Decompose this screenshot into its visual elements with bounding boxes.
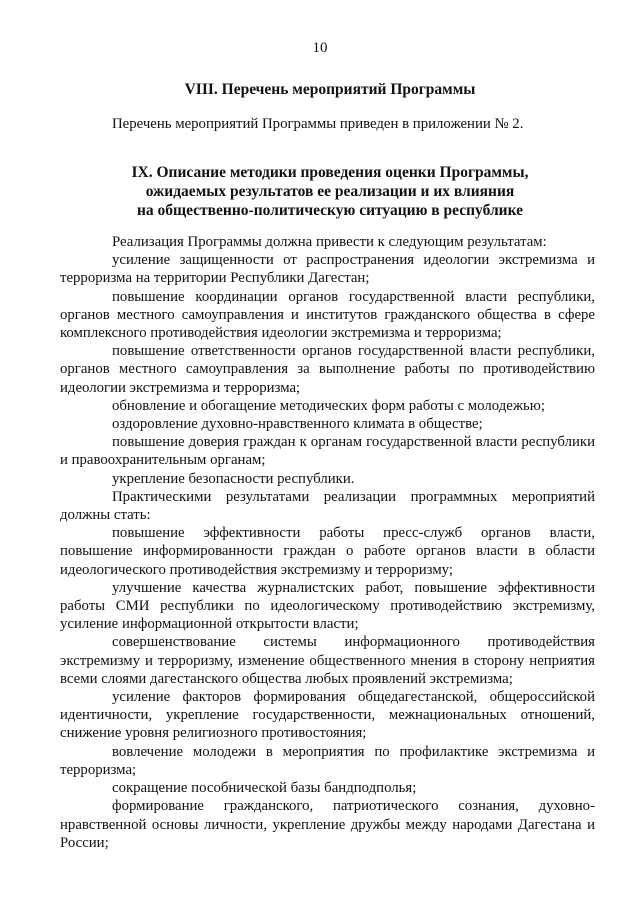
paragraph: сокращение пособнической базы бандподполья; [112,780,417,797]
paragraph: Реализация Программы должна привести к следующим результатам: [112,234,547,250]
paragraph: усиление защищенности от распространения идеологии экстремизма и терроризма на территории Республики Дагестан; [60,252,595,287]
paragraph: оздоровление духовно-нравственного климата в обществе; [112,416,483,433]
paragraph: Практическими результатами реализации программных мероприятий должны стать: [60,488,595,524]
section-8-title: VIII. Перечень мероприятий Программы [184,81,476,98]
section-9-body [60,233,595,852]
paragraph: повышение ответственности органов государственной власти республики, органов местного самоуправления за выполнение работы по противодействию идеологии экстремизма и терроризма; [60,343,595,396]
paragraph: усиление факторов формирования общедагестанской, общероссийской идентичности, укрепление государственности, межнациональных отношений, снижение уровня религиозного противостояния; [60,689,595,742]
paragraph: улучшение качества журналистских работ, повышение эффективности работы СМИ республики по идеологическому противодействию экстремизму, усиление информационной открытости власти; [60,579,595,633]
paragraph: формирование гражданского, патриотического сознания, духовно-нравственной основы личности, укрепление дружбы между народами Дагестана и России; [60,798,595,851]
paragraph: совершенствование системы информационного противодействия экстремизму и терроризму, изменение общественного мнения в сторону неприятия всеми слоями дагестанского общества любых проявлений экстремизма; [60,634,595,687]
section-9-title-line: на общественно-политическую ситуацию в республике [136,202,524,219]
page-number: 10 [312,40,328,56]
paragraph: вовлечение молодежи в мероприятия по профилактике экстремизма и терроризма; [60,743,595,778]
section-9-title-line: ожидаемых результатов ее реализации и их влияния [145,183,515,200]
paragraph: повышение эффективности работы пресс-служб органов власти, повышение информированности граждан о работе органов власти в области идеологического противодействия экстремизму и терроризму; [60,525,595,578]
paragraph: повышение доверия граждан к органам государственной власти республики и правоохранительным органам; [60,434,595,469]
section-8-text [60,115,595,133]
paragraph: повышение координации органов государственной власти республики, органов местного самоуправления и институтов гражданского общества в сфере комплексного противодействия идеологии экстремизма и терроризма; [60,288,595,342]
paragraph: Перечень мероприятий Программы приведен в приложении № 2. [112,116,524,132]
section-9-title [60,163,600,220]
paragraph: укрепление безопасности республики. [112,470,355,487]
paragraph: обновление и обогащение методических форм работы с молодежью; [112,397,545,414]
section-9-title-line: IX. Описание методики проведения оценки Программы, [131,164,529,181]
